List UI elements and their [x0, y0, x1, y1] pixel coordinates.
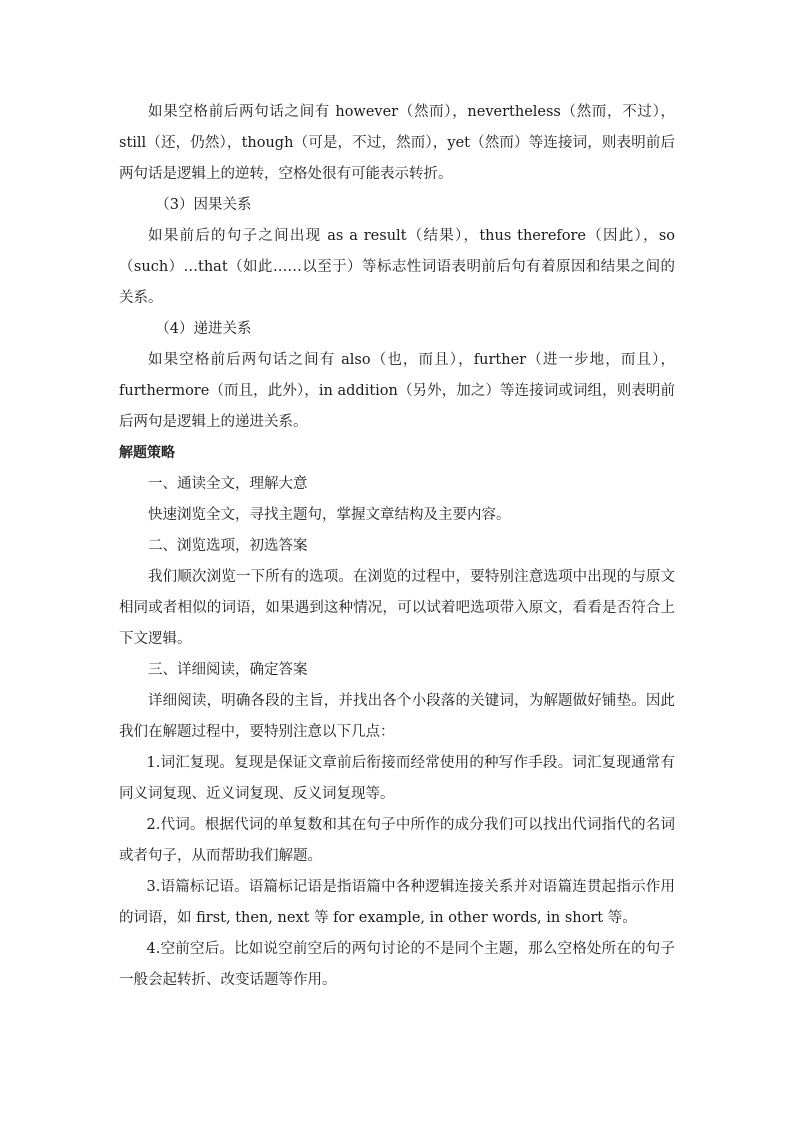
point-lexical-repetition: 1.词汇复现。复现是保证文章前后衔接而经常使用的种写作手段。词汇复现通常有同义词复现、近义词复现、反义词复现等。	[119, 755, 675, 802]
point-context-before-after: 4.空前空后。比如说空前空后的两句讨论的不是同个主题，那么空格处所在的句子一般会起转折、改变话题等作用。	[119, 941, 675, 988]
strategy-step-1-title: 一、通读全文，理解大意	[148, 476, 308, 492]
strategy-step-1-text: 快速浏览全文，寻找主题句，掌握文章结构及主要内容。	[148, 507, 511, 523]
paragraph-contrast: 如果空格前后两句话之间有 however（然而），nevertheless（然而，不过），still（还，仍然），though（可是，不过，然而），yet（然而）等连接词，则表明前后两句话是逻辑上的逆转，空格处很有可能表示转折。	[119, 104, 675, 182]
point-pronouns: 2.代词。根据代词的单复数和其在句子中所作的成分我们可以找出代词指代的名词或者句子，从而帮助我们解题。	[119, 817, 675, 864]
strategy-step-3-text: 详细阅读，明确各段的主旨，并找出各个小段落的关键词，为解题做好铺垫。因此我们在解题过程中，要特别注意以下几点：	[119, 693, 675, 740]
heading-progression: （4）递进关系	[155, 321, 252, 337]
strategy-step-2-title: 二、浏览选项，初选答案	[148, 538, 308, 554]
paragraph-progression: 如果空格前后两句话之间有 also（也，而且），further（进一步地，而且），furthermore（而且，此外），in addition（另外，加之）等连接词或词组，则表明前后两句是逻辑上的递进关系。	[119, 352, 675, 430]
document-body	[119, 97, 675, 996]
point-discourse-markers: 3.语篇标记语。语篇标记语是指语篇中各种逻辑连接关系并对语篇连贯起指示作用的词语，如 first, then, next 等 for example, in other words, in short 等。	[119, 879, 675, 926]
heading-cause-effect: （3）因果关系	[155, 197, 252, 213]
strategy-step-2-text: 我们顺次浏览一下所有的选项。在浏览的过程中，要特别注意选项中出现的与原文相同或者相似的词语，如果遇到这种情况，可以试着吧选项带入原文，看看是否符合上下文逻辑。	[119, 569, 675, 647]
strategy-step-3-title: 三、详细阅读，确定答案	[148, 662, 308, 678]
section-title-strategy: 解题策略	[119, 445, 175, 461]
paragraph-cause-effect: 如果前后的句子之间出现 as a result（结果），thus therefore（因此），so（such）…that（如此……以至于）等标志性词语表明前后句有着原因和结果之间的关系。	[119, 228, 675, 306]
